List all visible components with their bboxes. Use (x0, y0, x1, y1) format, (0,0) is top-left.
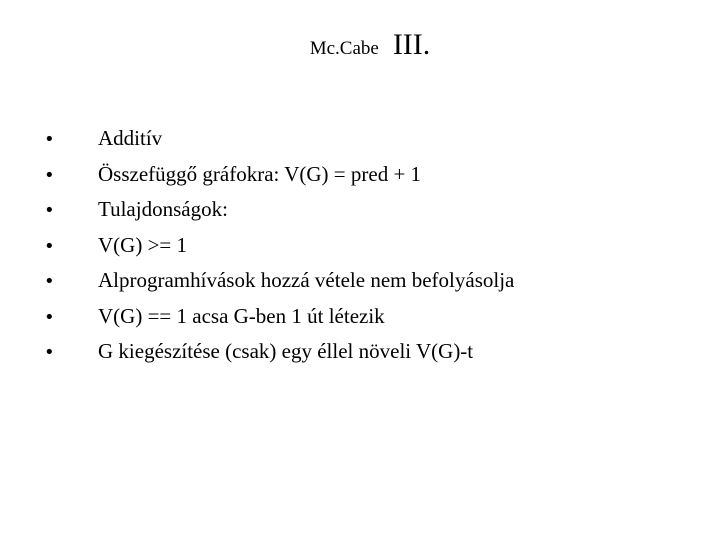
bullet-icon: • (44, 306, 55, 328)
bullet-icon: • (44, 164, 55, 186)
bullet-icon: • (44, 342, 55, 363)
bullet-text: V(G) == 1 acsa G-ben 1 út létezik (98, 303, 385, 328)
bullet-list (44, 126, 514, 375)
bullet-text: Összefüggő gráfokra: V(G) = pred + 1 (98, 161, 422, 186)
title-suffix: III. (392, 28, 431, 61)
bullet-item (44, 233, 514, 269)
bullet-icon: • (44, 235, 55, 257)
bullet-item (44, 304, 514, 340)
slide-title (0, 28, 720, 62)
bullet-icon: • (44, 129, 55, 150)
bullet-text: V(G) >= 1 (98, 232, 188, 257)
bullet-item (44, 339, 514, 375)
bullet-item (44, 126, 514, 162)
bullet-item (44, 197, 514, 233)
bullet-text: G kiegészítése (csak) egy éllel növeli V(G)-t (98, 339, 474, 363)
bullet-item (44, 268, 514, 304)
bullet-icon: • (44, 271, 55, 292)
bullet-text: Tulajdonságok: (98, 197, 228, 221)
title-main: Mc.Cabe (309, 38, 379, 59)
bullet-text: Additív (98, 126, 163, 150)
bullet-text: Alprogramhívások hozzá vétele nem befolyásolja (98, 268, 515, 292)
bullet-icon: • (44, 200, 55, 221)
bullet-item (44, 162, 514, 198)
